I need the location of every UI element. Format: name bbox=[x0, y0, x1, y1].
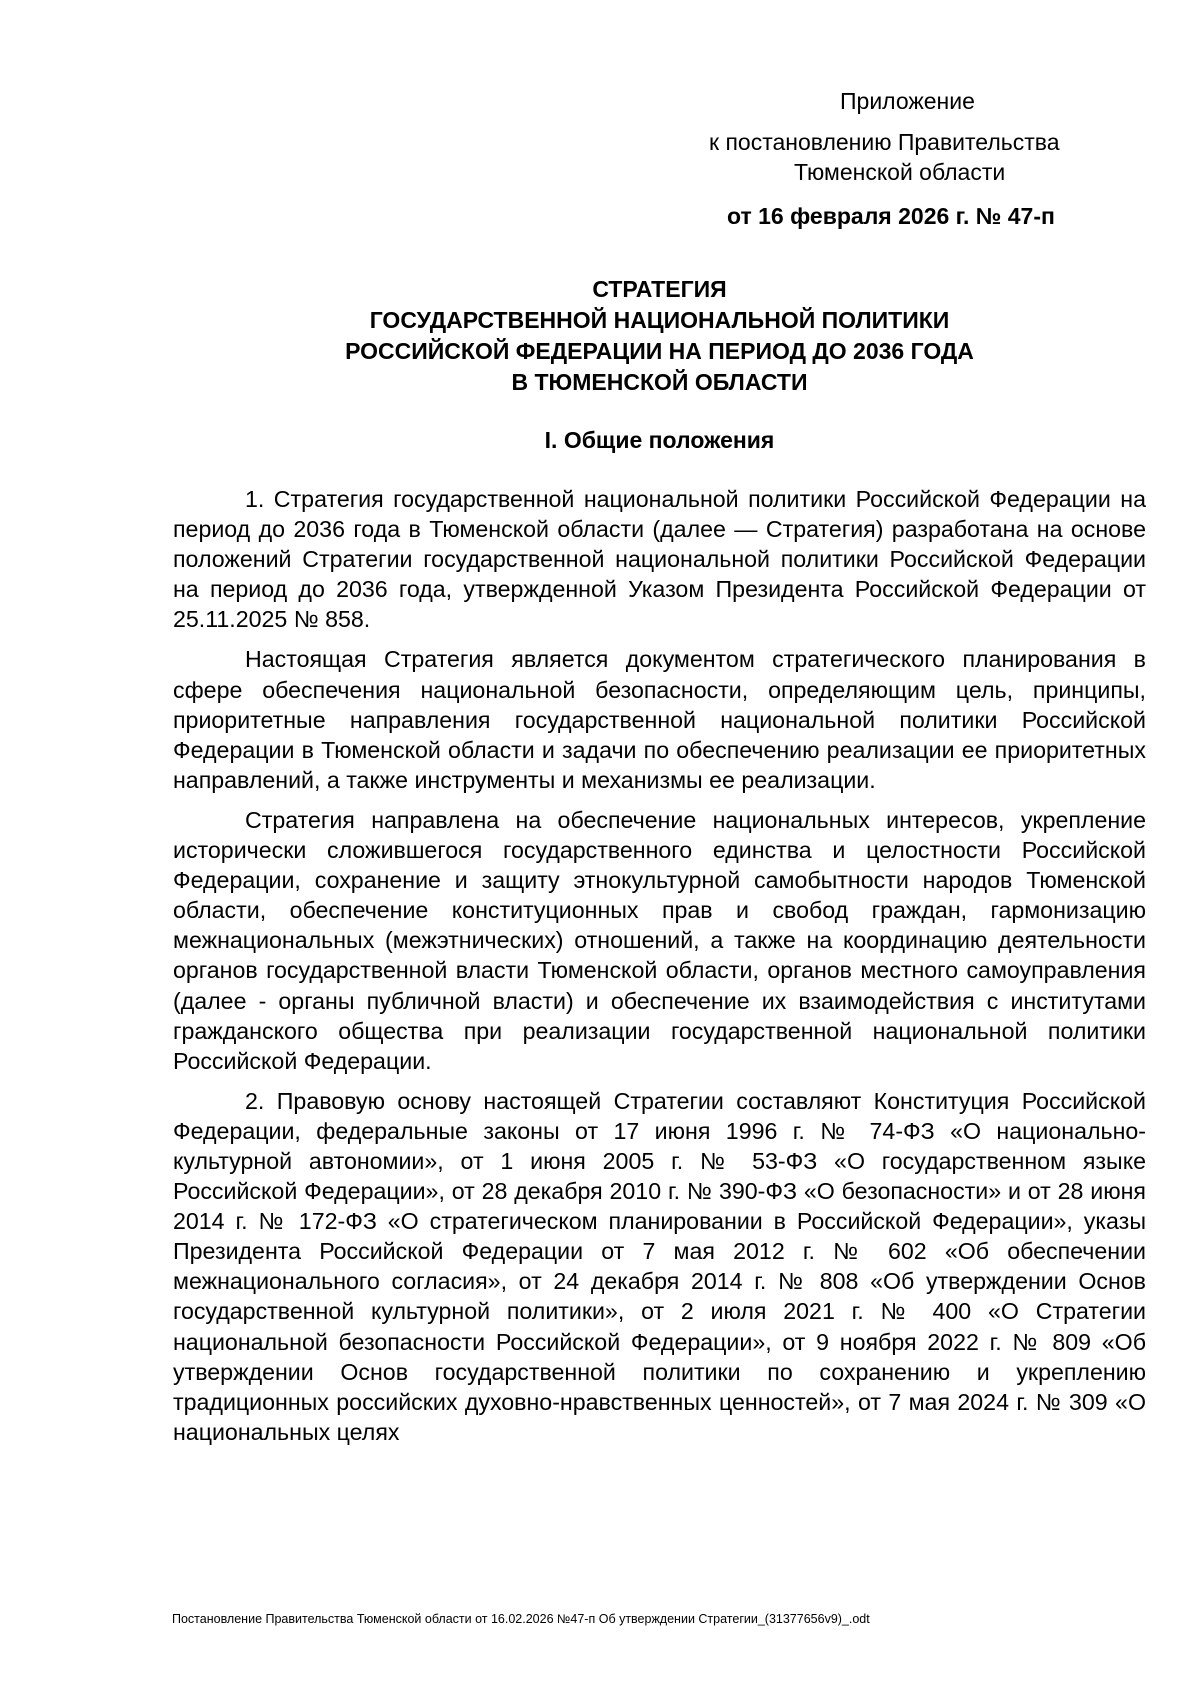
document-title bbox=[172, 274, 1147, 398]
paragraph-3: Стратегия направлена на обеспечение национальных интересов, укрепление исторически сложившегося государственного единства и целостности Российской Федерации, сохранение и защиту этнокультурной самобытности народов Тюменской области, обеспечение конституционных прав и свобод граждан, гармонизацию межнациональных (межэтнических) отношений, а также на координацию деятельности органов государственной власти Тюменской области, органов местного самоуправления (далее - органы публичной власти) и обеспечение их взаимодействия с институтами гражданского общества при реализации государственной национальной политики Российской Федерации. bbox=[173, 806, 1146, 1074]
section-heading: I. Общие положения bbox=[544, 427, 775, 453]
appendix-date: от 16 февраля 2026 г. № 47-п bbox=[727, 203, 1055, 229]
title-line-1: СТРАТЕГИЯ bbox=[592, 276, 727, 302]
paragraph-1: 1. Стратегия государственной национальной политики Российской Федерации на период до 2036 года в Тюменской области (далее — Стратегия) разработана на основе положений Стратегии государственной национальной политики Российской Федерации на период до 2036 года, утвержденной Указом Президента Российской Федерации от 25.11.2025 № 858. bbox=[173, 486, 1146, 633]
title-line-4: В ТЮМЕНСКОЙ ОБЛАСТИ bbox=[511, 369, 808, 395]
appendix-region-line: Тюменской области bbox=[794, 159, 1006, 185]
title-line-3: РОССИЙСКОЙ ФЕДЕРАЦИИ НА ПЕРИОД ДО 2036 ГОДА bbox=[345, 338, 974, 364]
paragraph-2: Настоящая Стратегия является документом стратегического планирования в сфере обеспечения национальной безопасности, определяющим цель, принципы, приоритетные направления государственной национальной политики Российской Федерации в Тюменской области и задачи по обеспечению реализации ее приоритетных направлений, а также инструменты и механизмы ее реализации. bbox=[173, 646, 1146, 793]
title-line-2: ГОСУДАРСТВЕННОЙ НАЦИОНАЛЬНОЙ ПОЛИТИКИ bbox=[369, 307, 950, 333]
appendix-title: Приложение bbox=[840, 88, 975, 114]
document-body bbox=[173, 484, 1146, 1457]
page-footer: Постановление Правительства Тюменской области от 16.02.2026 №47-п Об утверждении Стратегии_(31377656v9)_.odt bbox=[172, 1612, 870, 1626]
paragraph-4: 2. Правовую основу настоящей Стратегии составляют Конституция Российской Федерации, федеральные законы от 17 июня 1996 г. № 74-ФЗ «О национально-культурной автономии», от 1 июня 2005 г. № 53-ФЗ «О государственном языке Российской Федерации», от 28 декабря 2010 г. № 390-ФЗ «О безопасности» и от 28 июня 2014 г. № 172-ФЗ «О стратегическом планировании в Российской Федерации», указы Президента Российской Федерации от 7 мая 2012 г. № 602 «Об обеспечении межнационального согласия», от 24 декабря 2014 г. № 808 «Об утверждении Основ государственной культурной политики», от 2 июля 2021 г. № 400 «О Стратегии национальной безопасности Российской Федерации», от 9 ноября 2022 г. № 809 «Об утверждении Основ государственной политики по сохранению и укреплению традиционных российских духовно-нравственных ценностей», от 7 мая 2024 г. № 309 «О национальных целях bbox=[173, 1087, 1146, 1445]
appendix-resolution-line: к постановлению Правительства bbox=[709, 129, 1060, 155]
